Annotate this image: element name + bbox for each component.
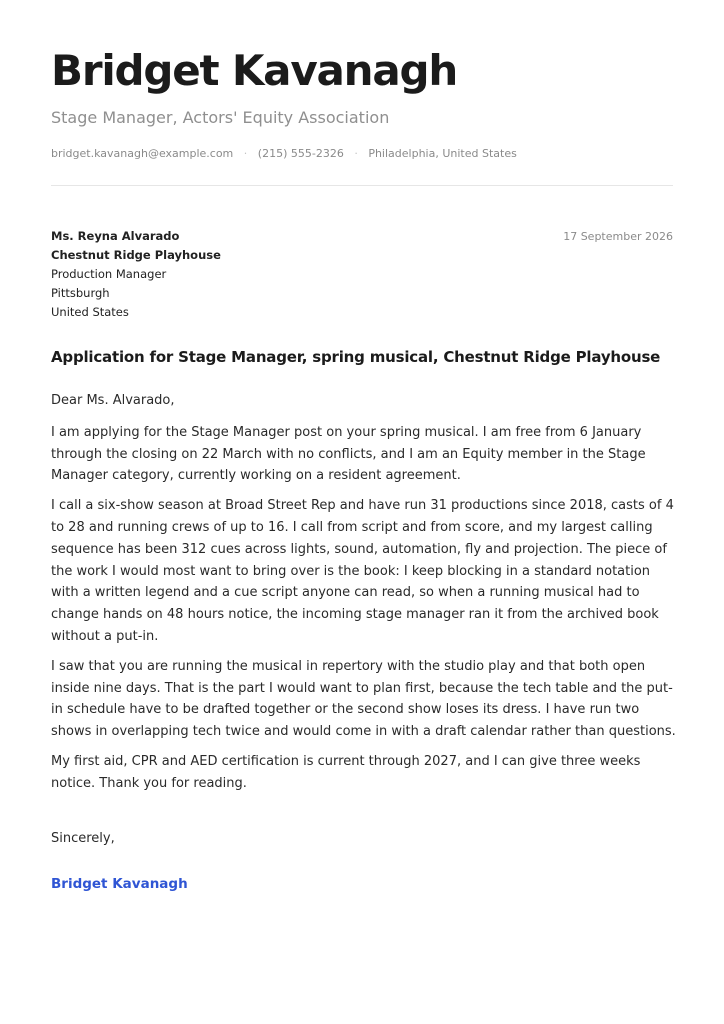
contact-email[interactable]: bridget.kavanagh@example.com [51, 147, 234, 160]
recipient-block [51, 227, 221, 322]
closing: Sincerely, [51, 831, 115, 846]
applicant-name: Bridget Kavanagh [51, 46, 458, 95]
recipient-name: Ms. Reyna Alvarado [51, 229, 180, 243]
body-paragraph: I saw that you are running the musical in repertory with the studio play and that both open inside nine days. That is the part I would want to plan first, because the tech table and the put-in schedule have to be drafted together or the second show loses its dress. I have run two shows in overlapping tech twice and would come in with a draft calendar rather than questions. [51, 658, 676, 740]
recipient-title: Production Manager [51, 267, 167, 281]
letter-subject: Application for Stage Manager, spring musical, Chestnut Ridge Playhouse [51, 348, 661, 366]
body-paragraph: I call a six-show season at Broad Street Rep and have run 31 productions since 2018, casts of 4 to 28 and running crews of up to 16. I call from script and from score, and my largest calling sequence has been 312 cues across lights, sound, automation, fly and projection. The piece of the work I would most want to bring over is the book: I keep blocking in a standard notation with a written legend and a cue script anyone can read, so when a running musical had to change hands on 48 hours notice, the incoming stage manager ran it from the archived book without a put-in. [51, 498, 674, 644]
salutation: Dear Ms. Alvarado, [51, 393, 175, 408]
header-divider [51, 185, 673, 186]
contact-separator: · [354, 147, 358, 160]
letter-date: 17 September 2026 [563, 230, 673, 243]
signature: Bridget Kavanagh [51, 876, 188, 892]
recipient-organization: Chestnut Ridge Playhouse [51, 248, 221, 262]
body-paragraph: I am applying for the Stage Manager post on your spring musical. I am free from 6 January through the closing on 22 March with no conflicts, and I am an Equity member in the Stage Manager category, currently working on a resident agreement. [51, 424, 646, 484]
recipient-city: Pittsburgh [51, 286, 110, 300]
contact-location: Philadelphia, United States [368, 147, 517, 160]
body-paragraph: My first aid, CPR and AED certification is current through 2027, and I can give three weeks notice. Thank you for reading. [51, 753, 641, 791]
contact-phone[interactable]: (215) 555-2326 [257, 147, 344, 160]
letter-body [51, 390, 676, 803]
applicant-role: Stage Manager, Actors' Equity Association [51, 108, 390, 127]
contact-line [51, 147, 517, 160]
contact-separator: · [243, 147, 248, 160]
recipient-country: United States [51, 305, 129, 319]
